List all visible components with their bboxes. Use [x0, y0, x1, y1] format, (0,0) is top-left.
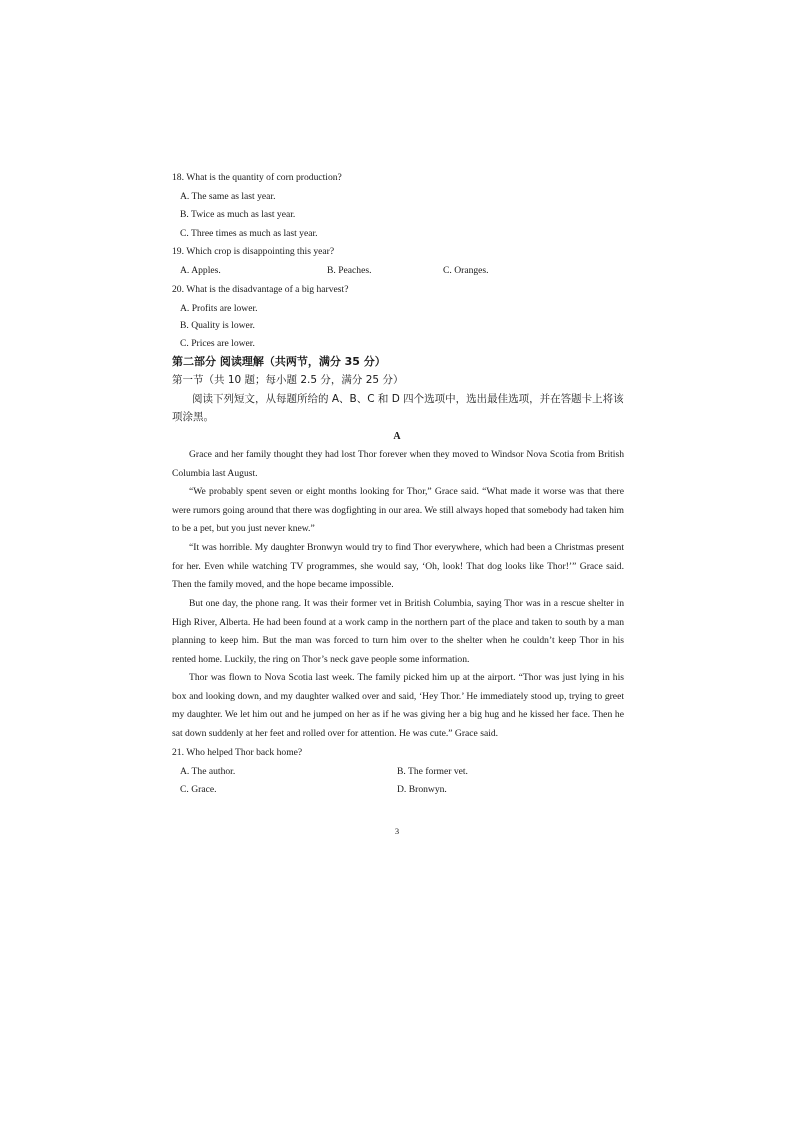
question-19-option-c: C. Oranges.: [443, 265, 489, 276]
question-18-option-c: C. Three times as much as last year.: [180, 228, 318, 239]
question-20-option-a: A. Profits are lower.: [180, 303, 258, 314]
passage-paragraph-2: “We probably spent seven or eight months looking for Thor,” Grace said. “What made it worse was that there were rumors going around that there was dogfighting in our area. We still always hoped that somebody had taken him to be a pet, but you just never knew.”: [172, 486, 624, 535]
question-19-stem: 19. Which crop is disappointing this year?: [172, 246, 335, 257]
question-20-option-c: C. Prices are lower.: [180, 338, 255, 349]
passage-paragraph-4: But one day, the phone rang. It was their former vet in British Columbia, saying Thor was in a rescue shelter in High River, Alberta. He had been found at a work camp in the northern part of the place and taken to south by a man planning to keep him. But the man was forced to turn him over to the shelter when he couldn’t keep Thor in his rented home. Luckily, the ring on Thor’s neck gave people some information.: [172, 598, 624, 665]
question-19-option-b: B. Peaches.: [327, 265, 372, 276]
section-subtitle: 第一节（共 10 题；每小题 2.5 分，满分 25 分）: [172, 374, 404, 386]
passage-paragraph-1: Grace and her family thought they had lost Thor forever when they moved to Windsor Nova Scotia from British Columbia last August.: [172, 449, 624, 479]
question-18-option-a: A. The same as last year.: [180, 191, 276, 202]
question-21-option-a: A. The author.: [180, 766, 236, 777]
question-19-option-a: A. Apples.: [180, 265, 221, 276]
section-instruction: 阅读下列短文，从每题所给的 A、B、C 和 D 四个选项中，选出最佳选项，并在答题卡上将该项涂黑。: [172, 393, 624, 423]
passage-paragraph-5: Thor was flown to Nova Scotia last week. The family picked him up at the airport. “Thor was just lying in his box and looking down, and my daughter walked over and said, ‘Hey Thor.’ He immediately stood up, trying to greet my daughter. We let him out and he jumped on her as if he was giving her a big hug and he kissed her face. Then he sat down suddenly at her feet and rolled over for attention. He was cute.” Grace said.: [172, 672, 624, 739]
question-21-option-d: D. Bronwyn.: [397, 784, 447, 795]
question-18-stem: 18. What is the quantity of corn production?: [172, 172, 342, 183]
question-21-option-b: B. The former vet.: [397, 766, 468, 777]
question-21-option-c: C. Grace.: [180, 784, 217, 795]
page-number: 3: [394, 826, 400, 836]
question-18-option-b: B. Twice as much as last year.: [180, 209, 296, 220]
passage-paragraph-3: “It was horrible. My daughter Bronwyn would try to find Thor everywhere, which had been a Christmas present for her. Even while watching TV programmes, she would say, ‘Oh, look! That dog looks like Thor!’” Grace said. Then the family moved, and the hope became impossible.: [172, 542, 624, 591]
section-title: 第二部分 阅读理解（共两节，满分 35 分）: [172, 355, 386, 368]
question-20-option-b: B. Quality is lower.: [180, 320, 255, 331]
question-20-stem: 20. What is the disadvantage of a big harvest?: [172, 284, 349, 295]
passage-label: A: [393, 431, 401, 442]
question-21-stem: 21. Who helped Thor back home?: [172, 747, 303, 758]
